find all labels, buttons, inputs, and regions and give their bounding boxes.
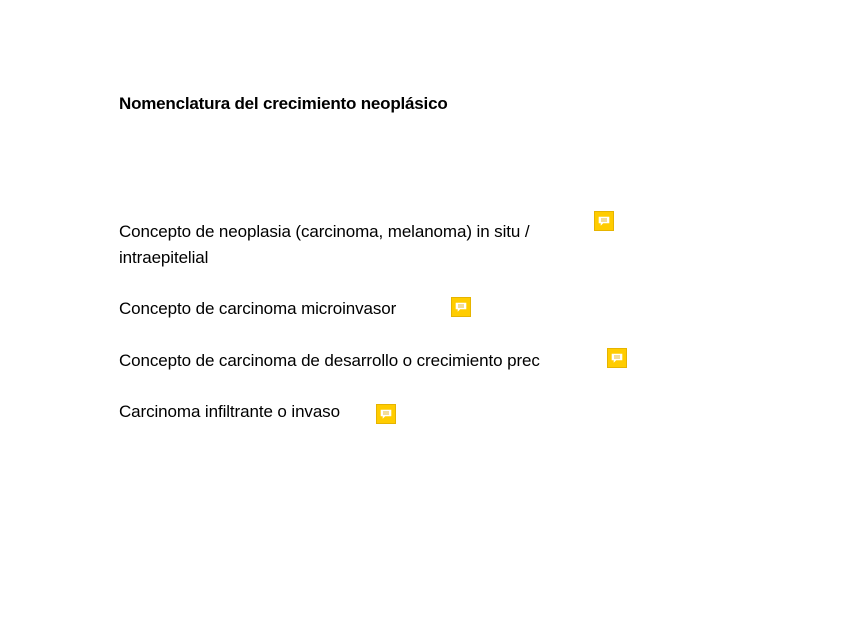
comment-icon[interactable]	[376, 404, 396, 424]
list-item: Concepto de carcinoma microinvasor	[119, 299, 397, 318]
list-item: Concepto de carcinoma de desarrollo o crecimiento prec	[119, 351, 540, 370]
list-item: Concepto de neoplasia (carcinoma, melanoma) in situ / intraepitelial	[119, 222, 530, 267]
comment-icon[interactable]	[607, 348, 627, 368]
slide-title: Nomenclatura del crecimiento neoplásico	[119, 94, 448, 113]
comment-icon[interactable]	[594, 211, 614, 231]
list-item: Carcinoma infiltrante o invaso	[119, 402, 340, 421]
comment-icon[interactable]	[451, 297, 471, 317]
